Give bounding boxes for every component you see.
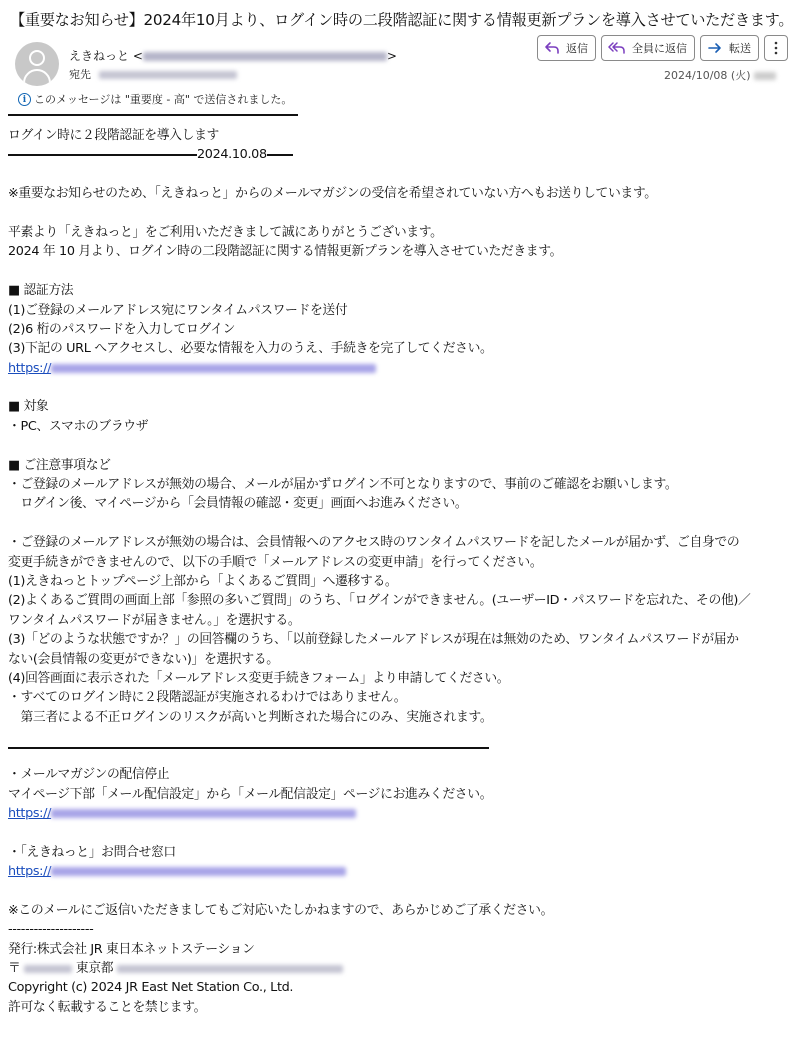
auth-step: (1)ご登録のメールアドレス宛にワンタイムパスワードを送付 — [8, 302, 348, 318]
reply-notice: ※このメールにご返信いただきましてもご対応いたしかねますので、あらかじめご了承ください。 — [8, 902, 554, 918]
intro-text: 2024 年 10 月より、ログイン時の二段階認証に関する情報更新プランを導入させていただきます。 — [8, 244, 563, 260]
importance-notice — [18, 91, 292, 107]
reply-button[interactable] — [537, 35, 596, 61]
avatar-body — [23, 69, 51, 86]
publisher: 発行:株式会社 JR 東日本ネットステーション — [8, 941, 255, 957]
auth-link-prefix: https:// — [8, 360, 52, 376]
recipient-line — [69, 66, 237, 82]
magazine-link-prefix: https:// — [8, 805, 52, 821]
caution-line: 変更手続きができませんので、以下の手順で「メールアドレスの変更申請」を行ってください。 — [8, 554, 543, 570]
magazine-link[interactable] — [8, 804, 798, 823]
email-subject: 【重要なお知らせ】2024年10月より、ログイン時の二段階認証に関する情報更新プランを導入させていただきます。 — [10, 11, 794, 29]
date-rule-right — [267, 154, 293, 156]
forward-button[interactable] — [700, 35, 759, 61]
headline-date-line — [8, 145, 798, 164]
copyright: Copyright (c) 2024 JR East Net Station Co., Ltd. — [8, 980, 294, 996]
message-date — [664, 67, 776, 83]
caution-line: (1)えきねっとトップページ上部から「よくあるご質問」へ遷移する。 — [8, 573, 398, 589]
magazine-text: マイページ下部「メール配信設定」から「メール配信設定」ページにお進みください。 — [8, 786, 493, 802]
email-body — [8, 126, 798, 1017]
caution-line: ・ご登録のメールアドレスが無効の場合は、会員情報へのアクセス時のワンタイムパスワードを記したメールが届かず、ご自身での — [8, 535, 740, 551]
more-actions-button[interactable] — [764, 35, 788, 61]
avatar-head — [29, 50, 45, 66]
caution-line: (2)よくあるご質問の画面上部「参照の多いご質問」のうち、「ログインができません。(ユーザーID・パスワードを忘れた、その他)／ — [8, 593, 751, 609]
caution-line: (4)回答画面に表示された「メールアドレス変更手続きフォーム」より申請してください。 — [8, 670, 510, 686]
reply-icon — [544, 41, 560, 55]
info-icon: i — [18, 93, 31, 106]
auth-link-redacted — [51, 364, 376, 373]
auth-step: (2)6 桁のパスワードを入力してログイン — [8, 321, 236, 337]
reply-all-button[interactable] — [601, 35, 695, 61]
caution-line: ・ご登録のメールアドレスが無効の場合、メールが届かずログイン不可となりますので、事前のご確認をお願いします。 — [8, 477, 678, 493]
sender-avatar[interactable] — [15, 42, 59, 86]
forward-icon — [707, 41, 723, 55]
reply-all-icon — [608, 41, 626, 55]
sender-line[interactable] — [69, 47, 397, 64]
date-rule-left — [8, 154, 197, 156]
caution-line: (3)「どのような状態ですか？」の回答欄のうち、「以前登録したメールアドレスが現在は無効のため、ワンタイムパスワードが届か — [8, 632, 739, 648]
caution-line: 第三者による不正ログインのリスクが高いと判断された場合にのみ、実施されます。 — [8, 709, 493, 725]
sender-name: えきねっと < — [69, 49, 143, 63]
sender-close: > — [386, 49, 397, 63]
headline-date: 2024.10.08 — [197, 147, 267, 163]
auth-step: (3)下記の URL へアクセスし、必要な情報を入力のうえ、手続きを完了してください。 — [8, 341, 493, 357]
caution-line: ・すべてのログイン時に２段階認証が実施されるわけではありません。 — [8, 690, 407, 706]
caution-line: ログイン後、マイページから「会員情報の確認・変更」画面へお進みください。 — [8, 496, 468, 512]
auth-heading: ■ 認証方法 — [8, 283, 74, 299]
caution-heading: ■ ご注意事項など — [8, 457, 111, 473]
auth-link[interactable] — [8, 359, 798, 378]
magazine-link-redacted — [51, 809, 356, 818]
reply-label: 返信 — [566, 42, 588, 55]
headline: ログイン時に２段階認証を導入します — [8, 128, 219, 143]
rights-notice: 許可なく転載することを禁じます。 — [8, 999, 207, 1015]
address-redacted — [117, 965, 343, 973]
recipient-redacted — [99, 71, 237, 79]
caution-line: ワンタイムパスワードが届きません。」を選択する。 — [8, 612, 301, 628]
to-label: 宛先 — [69, 68, 91, 81]
contact-link-prefix: https:// — [8, 864, 52, 880]
notice-text: ※重要なお知らせのため、「えきねっと」からのメールマガジンの受信を希望されていない方へもお送りしています。 — [8, 186, 657, 202]
postal-code-redacted — [24, 965, 72, 973]
reply-all-label: 全員に返信 — [632, 42, 687, 55]
contact-link-redacted — [51, 867, 346, 876]
time-redacted — [754, 72, 776, 80]
importance-text: このメッセージは "重要度 - 高" で送信されました。 — [34, 93, 293, 106]
target-item: ・PC、スマホのブラウザ — [8, 418, 149, 434]
magazine-heading: ・メールマガジンの配信停止 — [8, 767, 170, 783]
date-text: 2024/10/08 (火) — [664, 69, 751, 82]
address — [8, 959, 798, 978]
message-toolbar — [537, 35, 788, 61]
contact-link[interactable] — [8, 862, 798, 881]
header-divider — [8, 114, 298, 116]
target-heading: ■ 対象 — [8, 399, 49, 415]
sender-address-redacted — [143, 52, 387, 61]
contact-heading: ・「えきねっと」お問合せ窓口 — [8, 844, 176, 860]
postal-mark: 〒 — [8, 961, 21, 977]
more-icon — [774, 41, 778, 55]
address-city: 東京都 — [75, 961, 114, 977]
caution-line: ない(会員情報の変更ができない)」を選択する。 — [8, 651, 279, 667]
greeting-text: 平素より「えきねっと」をご利用いただきまして誠にありがとうございます。 — [8, 224, 443, 240]
forward-label: 転送 — [729, 42, 751, 55]
dashes-divider: -------------------- — [8, 922, 94, 938]
